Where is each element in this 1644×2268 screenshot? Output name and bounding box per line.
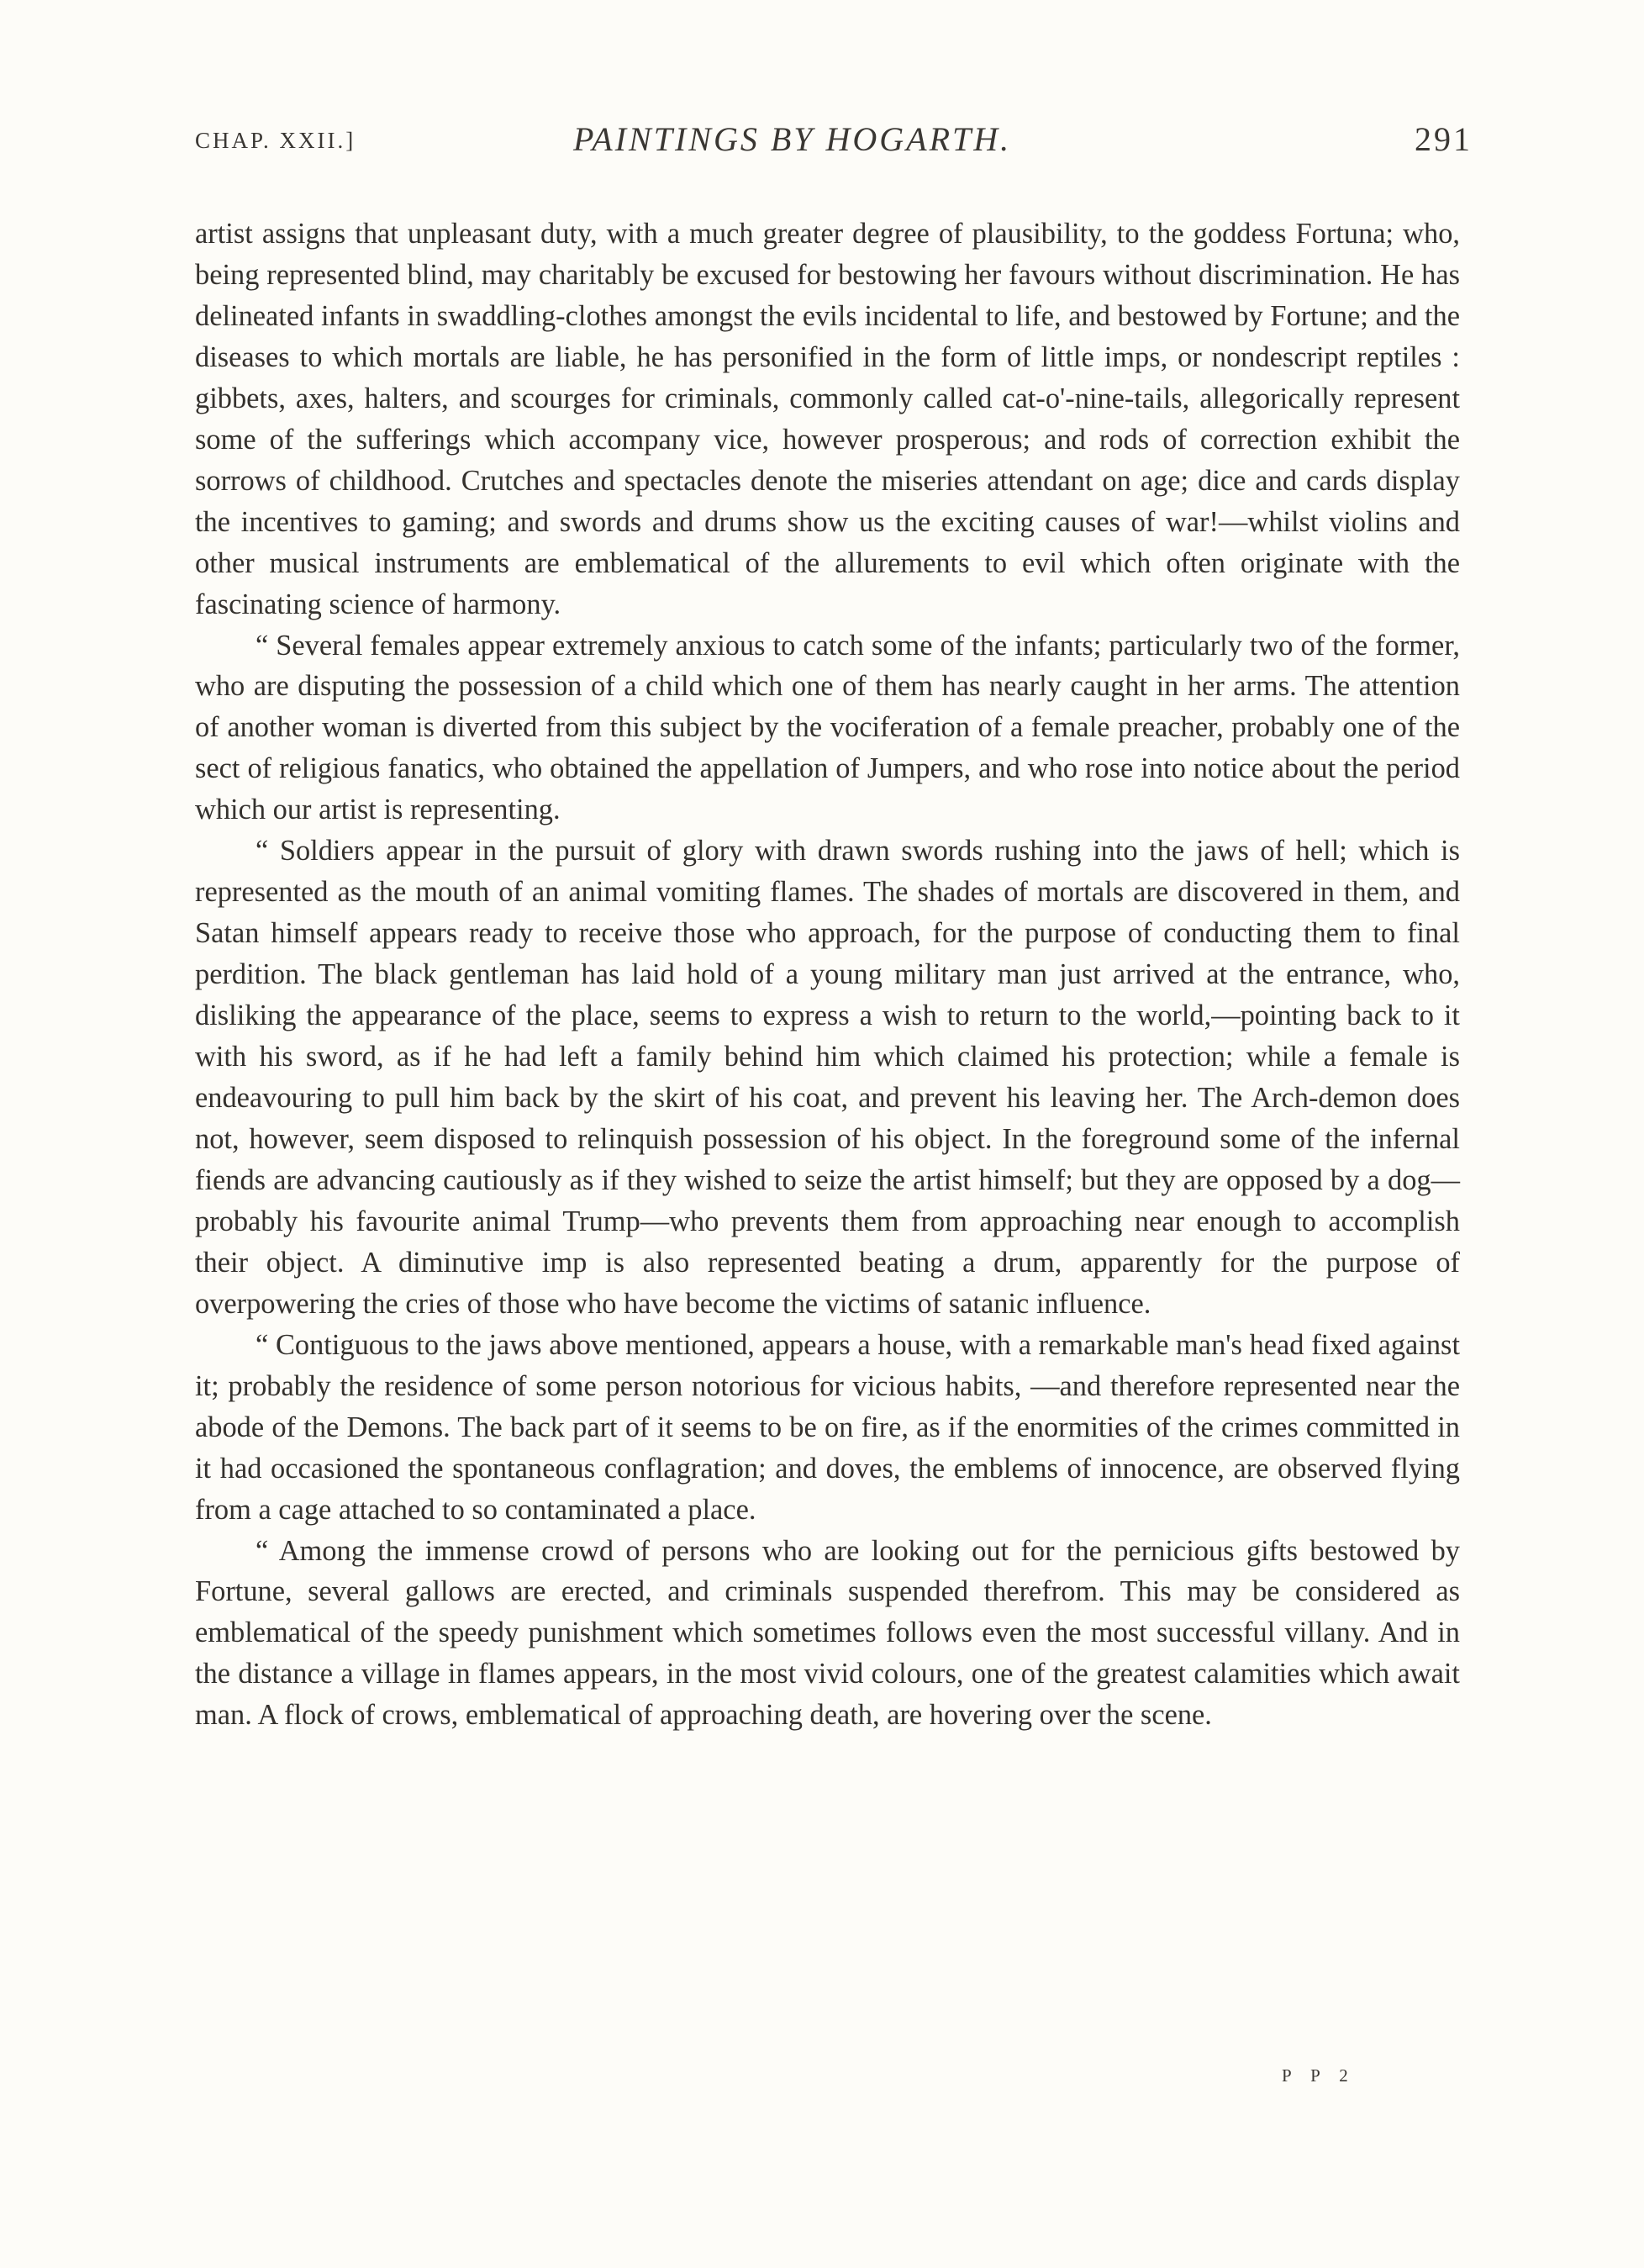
paragraph-3: “ Soldiers appear in the pursuit of glory with drawn swords rushing into the jaws of hell; which is represented as the mouth of an animal vomiting flames. The shades of mortals are discovered in them, and Satan himself appears ready to receive those who approach, for the purpose of conducting them to final perdition. The black gentleman has laid hold of a young military man just arrived at the entrance, who, disliking the appearance of the place, seems to express a wish to return to the world,—pointing back to it with his sword, as if he had left a family behind him which claimed his protection; while a female is endeavouring to pull him back by the skirt of his coat, and prevent his leaving her. The Arch-demon does not, however, seem disposed to relinquish possession of his object. In the foreground some of the infernal fiends are advancing cautiously as if they wished to seize the artist himself; but they are opposed by a dog—probably his favourite animal Trump—who prevents them from approaching near enough to accomplish their object. A diminutive imp is also represented beating a drum, apparently for the purpose of overpowering the cries of those who have become the victims of satanic influence.	[195, 835, 1460, 1320]
paragraph-4: “ Contiguous to the jaws above mentioned, appears a house, with a remarkable man's head fixed against it; probably the residence of some person notorious for vicious habits, —and therefore represented near the abode of the Demons. The back part of it seems to be on fire, as if the enormities of the crimes committed in it had occasioned the spontaneous conflagration; and doves, the emblems of innocence, are observed flying from a cage attached to so contaminated a place.	[195, 1328, 1460, 1526]
running-title: PAINTINGS BY HOGARTH.	[573, 120, 1012, 158]
body-text	[195, 214, 1460, 1736]
paragraph-2: “ Several females appear extremely anxious to catch some of the infants; particularly two of the former, who are disputing the possession of a child which one of them has nearly caught in her arms. The attention of another woman is diverted from this subject by the vociferation of a female preacher, probably one of the sect of religious fanatics, who obtained the appellation of Jumpers, and who rose into notice about the period which our artist is representing.	[195, 629, 1460, 826]
chapter-reference: CHAP. XXII.]	[195, 128, 356, 153]
signature-mark: P P 2	[1282, 2065, 1356, 2086]
running-head	[195, 116, 1473, 166]
paragraph-5: “ Among the immense crowd of persons who are looking out for the pernicious gifts bestowed by Fortune, several gallows are erected, and criminals suspended therefrom. This may be considered as emblematical of the speedy punishment which sometimes follows even the most successful villany. And in the distance a village in flames appears, in the most vivid colours, one of the greatest calamities which await man. A flock of crows, emblematical of approaching death, are hovering over the scene.	[195, 1534, 1460, 1732]
page-number: 291	[1415, 120, 1473, 158]
paragraph-1: artist assigns that unpleasant duty, with a much greater degree of plausibility, to the goddess Fortuna; who, being represented blind, may charitably be excused for bestowing her favours without discrimination. He has delineated infants in swaddling-clothes amongst the evils incidental to life, and bestowed by Fortune; and the diseases to which mortals are liable, he has personified in the form of little imps, or nondescript reptiles : gibbets, axes, halters, and scourges for criminals, commonly called cat-o'-nine-tails, allegorically represent some of the sufferings which accompany vice, however prosperous; and rods of correction exhibit the sorrows of childhood. Crutches and spectacles denote the miseries attendant on age; dice and cards display the incentives to gaming; and swords and drums show us the exciting causes of war!—whilst violins and other musical instruments are emblematical of the allurements to evil which often originate with the fascinating science of harmony.	[195, 218, 1460, 620]
